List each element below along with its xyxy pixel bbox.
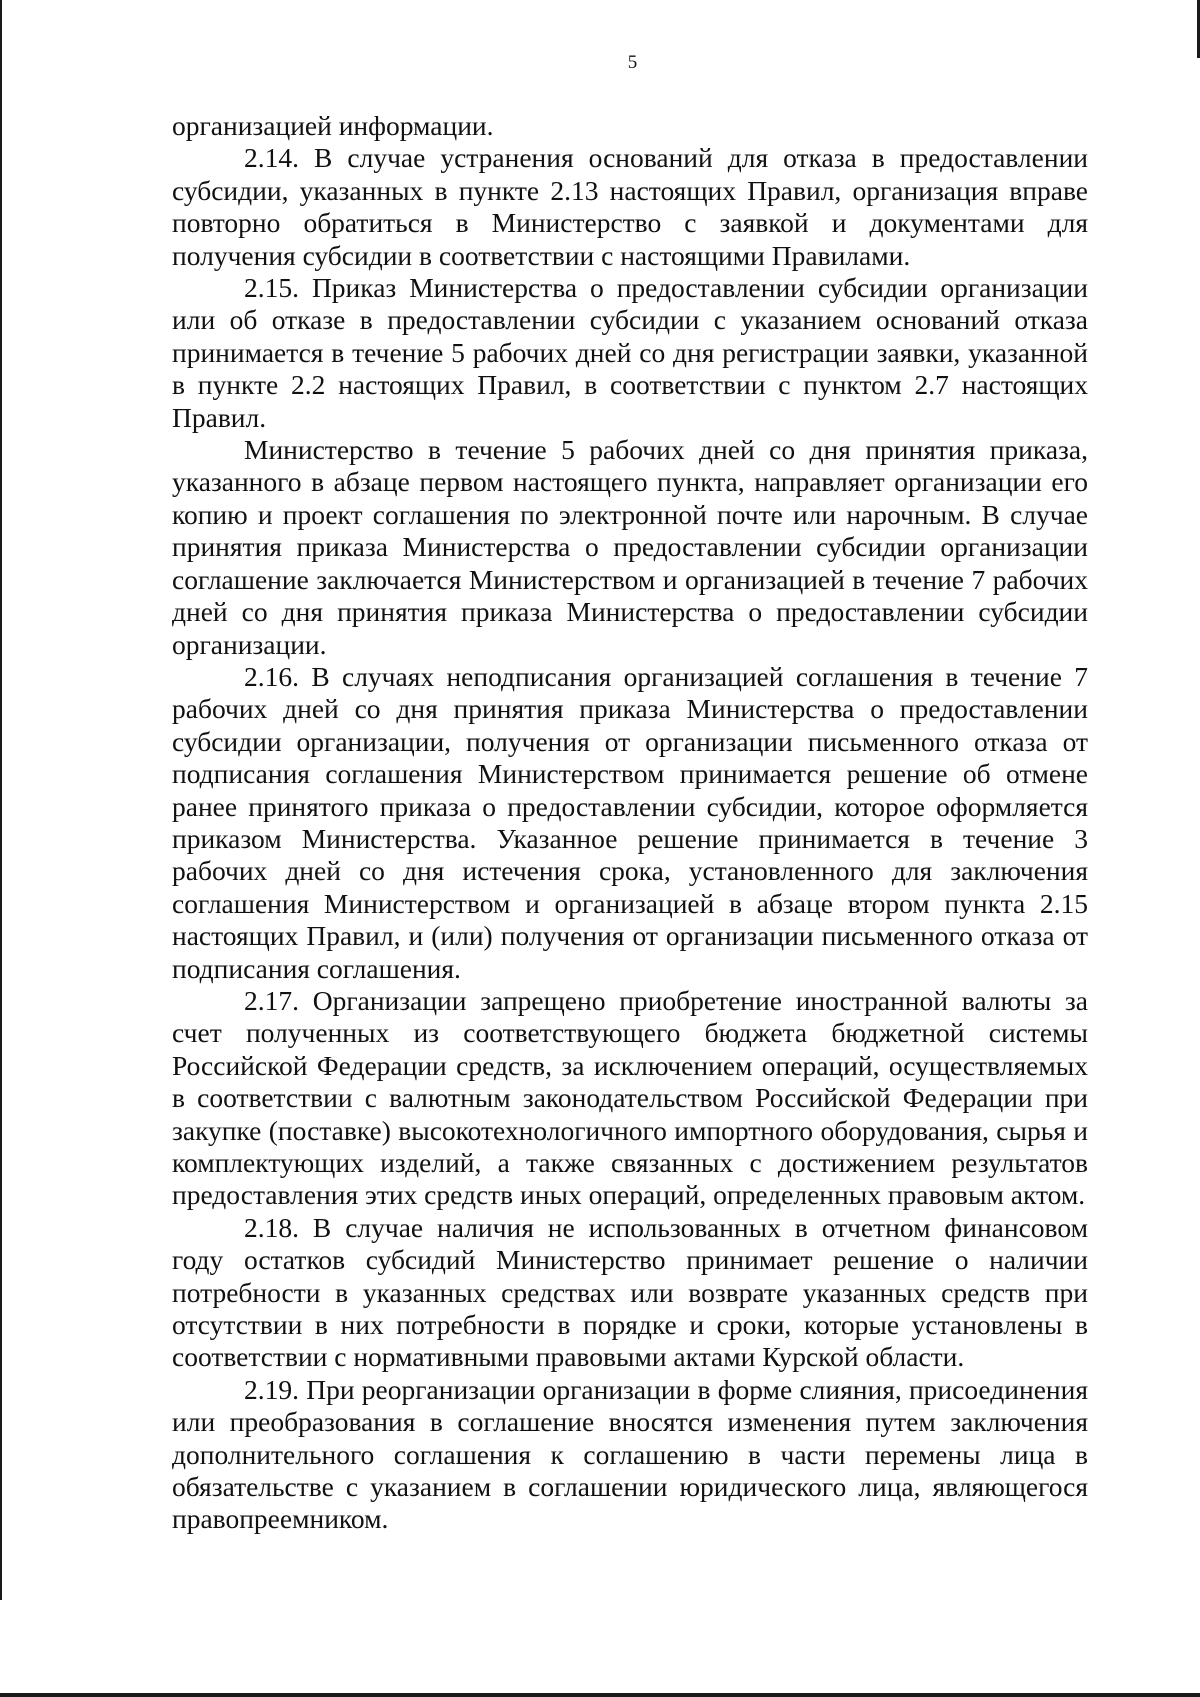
paragraph-2-18: 2.18. В случае наличия не использованных в отчетном финансовом году остатков субсидий Министерство принимает решение о наличии потребности в указанных средствах или возврате указанных средств при отсутствии в них потребности в порядке и сроки, которые установлены в соответствии с нормативными правовыми актами Курской области. xyxy=(172,1211,1088,1373)
document-body xyxy=(172,110,1088,1536)
paragraph-2-15-second: Министерство в течение 5 рабочих дней со дня принятия приказа, указанного в абзаце первом настоящего пункта, направляет организации его копию и проект соглашения по электронной почте или нарочным. В случае принятия приказа Министерства о предоставлении субсидии организации соглашение заключается Министерством и организацией в течение 7 рабочих дней со дня принятия приказа Министерства о предоставлении субсидии организации. xyxy=(172,434,1088,660)
paragraph-2-17: 2.17. Организации запрещено приобретение иностранной валюты за счет полученных из соответствующего бюджета бюджетной системы Российской Федерации средств, за исключением операций, осуществляемых в соответствии с валютным законодательством Российской Федерации при закупке (поставке) высокотехнологичного импортного оборудования, сырья и комплектующих изделий, а также связанных с достижением результатов предоставления этих средств иных операций, определенных правовым актом. xyxy=(172,984,1088,1211)
paragraph-2-14: 2.14. В случае устранения оснований для отказа в предоставлении субсидии, указанных в пункте 2.13 настоящих Правил, организация вправе повторно обратиться в Министерство с заявкой и документами для получения субсидии в соответствии с настоящими Правилами. xyxy=(172,142,1088,271)
paragraph-continuation: организацией информации. xyxy=(172,110,494,141)
page-number: 5 xyxy=(627,52,638,73)
paragraph-2-16: 2.16. В случаях неподписания организацией соглашения в течение 7 рабочих дней со дня принятия приказа Министерства о предоставлении субсидии организации, получения от организации письменного отказа от подписания соглашения Министерством принимается решение об отмене ранее принятого приказа о предоставлении субсидии, которое оформляется приказом Министерства. Указанное решение принимается в течение 3 рабочих дней со дня истечения срока, установленного для заключения соглашения Министерством и организацией в абзаце втором пункта 2.15 настоящих Правил, и (или) получения от организации письменного отказа от подписания соглашения. xyxy=(172,660,1088,984)
paragraph-2-19: 2.19. При реорганизации организации в форме слияния, присоединения или преобразования в соглашение вносятся изменения путем заключения дополнительного соглашения к соглашению в части перемены лица в обязательстве с указанием в соглашении юридического лица, являющегося правопреемником. xyxy=(172,1373,1088,1535)
scan-edge-bottom xyxy=(0,1693,1200,1697)
paragraph-2-15: 2.15. Приказ Министерства о предоставлении субсидии организации или об отказе в предоставлении субсидии с указанием оснований отказа принимается в течение 5 рабочих дней со дня регистрации заявки, указанной в пункте 2.2 настоящих Правил, в соответствии с пунктом 2.7 настоящих Правил. xyxy=(172,272,1088,433)
scan-edge-left xyxy=(0,0,2,1600)
